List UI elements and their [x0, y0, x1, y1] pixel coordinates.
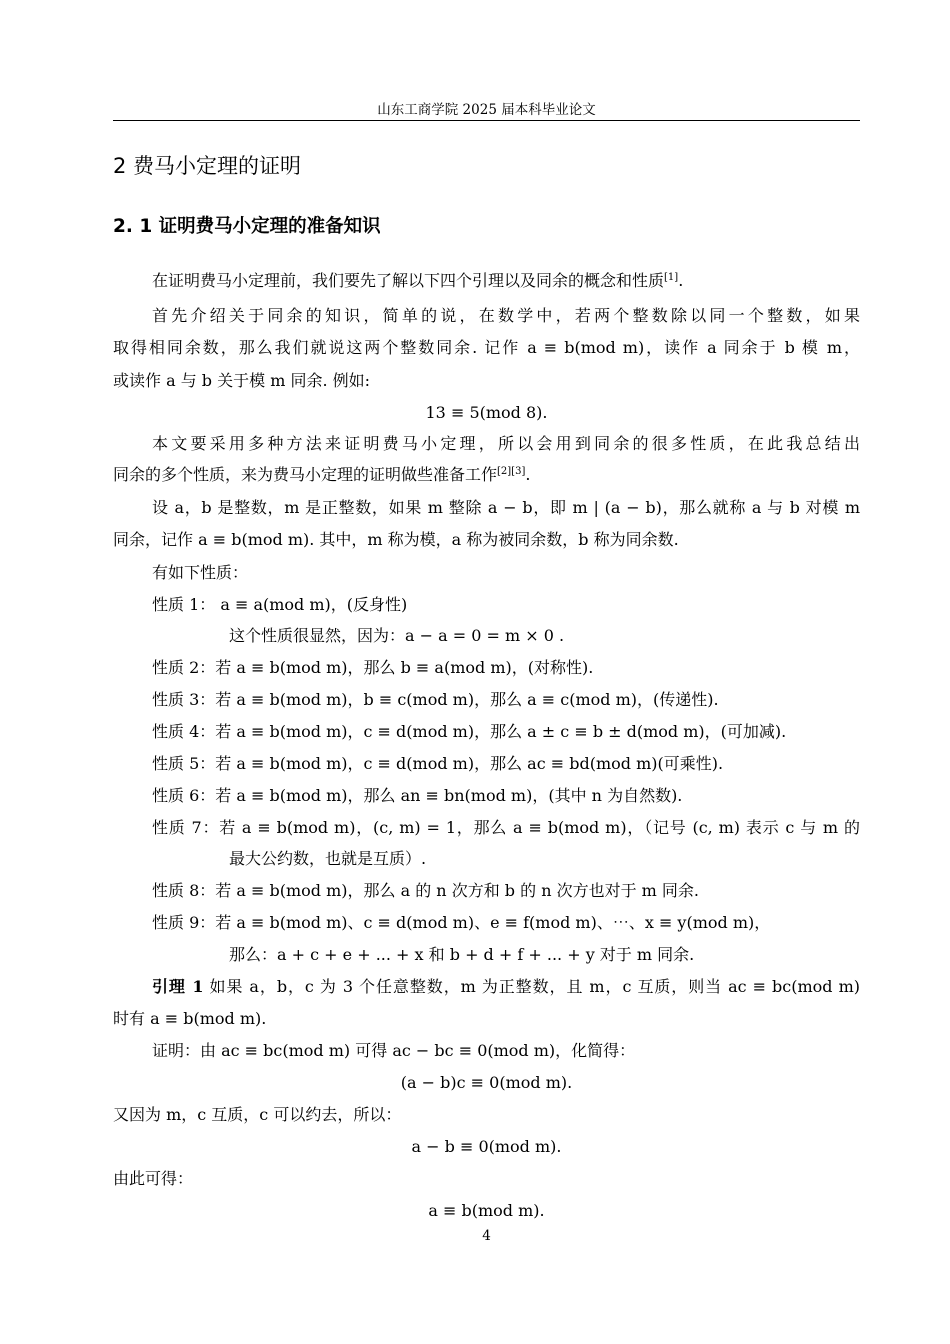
- property-6: 性质 6：若 a ≡ b(mod m)，那么 an ≡ bn(mod m)，(其中 n 为自然数).: [152, 786, 683, 805]
- lemma-1-text: 如果 a，b，c 为 3 个任意整数，m 为正整数，且 m，c 互质，则当 ac ≡ bc(mod m): [209, 977, 860, 996]
- lemma-1-label: 引理 1: [152, 977, 204, 996]
- property-7: 性质 7：若 a ≡ b(mod m)，(c, m) = 1，那么 a ≡ b(mod m)，（记号 (c, m) 表示 c 与 m 的: [152, 818, 860, 837]
- proof-line-2: 又因为 m，c 互质，c 可以约去，所以：: [113, 1105, 402, 1124]
- methods-tail: .: [525, 465, 531, 484]
- intro-tail: .: [678, 271, 684, 290]
- running-header: 山东工商学院 2025 届本科毕业论文: [377, 102, 596, 118]
- proof-formula-2: a − b ≡ 0(mod m).: [411, 1137, 562, 1156]
- section-title: 2. 1 证明费马小定理的准备知识: [113, 216, 381, 237]
- proof-formula-1: (a − b)c ≡ 0(mod m).: [400, 1073, 573, 1092]
- definition-line-2: 同余，记作 a ≡ b(mod m). 其中，m 称为模，a 称为被同余数，b 称为同余数.: [113, 530, 679, 549]
- congruence-line-3: 或读作 a 与 b 关于模 m 同余. 例如:: [113, 371, 371, 390]
- lemma-1-statement-continued: 时有 a ≡ b(mod m).: [113, 1009, 267, 1028]
- property-1-note: 这个性质很显然，因为：a − a = 0 = m × 0 .: [229, 626, 565, 645]
- intro-text: 在证明费马小定理前，我们要先了解以下四个引理以及同余的概念和性质: [152, 271, 665, 290]
- methods-line-1: 本文要采用多种方法来证明费马小定理，所以会用到同余的很多性质，在此我总结出: [152, 434, 860, 453]
- property-8: 性质 8：若 a ≡ b(mod m)，那么 a 的 n 次方和 b 的 n 次方也对于 m 同余.: [152, 881, 700, 900]
- citation: [1]: [664, 272, 679, 283]
- methods-text: 同余的多个性质，来为费马小定理的证明做些准备工作: [113, 465, 498, 484]
- citation: [2][3]: [497, 466, 526, 477]
- property-2: 性质 2：若 a ≡ b(mod m)，那么 b ≡ a(mod m)，(对称性).: [152, 658, 594, 677]
- proof-line-3: 由此可得：: [113, 1169, 194, 1188]
- property-5: 性质 5：若 a ≡ b(mod m)，c ≡ d(mod m)，那么 ac ≡ bd(mod m)(可乘性).: [152, 754, 724, 773]
- proof-formula-3: a ≡ b(mod m).: [428, 1201, 545, 1220]
- intro-paragraph: [152, 270, 683, 292]
- property-7-continued: 最大公约数，也就是互质）.: [229, 849, 427, 868]
- proof-line-1: 证明：由 ac ≡ bc(mod m) 可得 ac − bc ≡ 0(mod m)，化简得：: [152, 1041, 636, 1060]
- page-number: 4: [482, 1228, 491, 1244]
- property-9: 性质 9：若 a ≡ b(mod m)、c ≡ d(mod m)、e ≡ f(mod m)、⋯、x ≡ y(mod m)，: [152, 913, 771, 932]
- methods-line-2: [113, 464, 530, 486]
- property-4: 性质 4：若 a ≡ b(mod m)，c ≡ d(mod m)，那么 a ± c ≡ b ± d(mod m)，(可加减).: [152, 722, 787, 741]
- chapter-title: 2 费马小定理的证明: [113, 154, 302, 178]
- definition-line-1: 设 a，b 是整数，m 是正整数，如果 m 整除 a − b，即 m | (a − b)，那么就称 a 与 b 对模 m: [152, 498, 860, 517]
- property-1: 性质 1： a ≡ a(mod m)，(反身性): [152, 595, 408, 614]
- congruence-line-1: 首先介绍关于同余的知识，简单的说，在数学中，若两个整数除以同一个整数，如果: [152, 306, 860, 325]
- example-formula: 13 ≡ 5(mod 8).: [425, 403, 548, 422]
- header-rule: [113, 120, 860, 121]
- properties-intro: 有如下性质：: [152, 563, 249, 582]
- property-9-continued: 那么：a + c + e + ... + x 和 b + d + f + ... + y 对于 m 同余.: [229, 945, 695, 964]
- lemma-1-statement: [152, 976, 860, 998]
- congruence-line-2: 取得相同余数，那么我们就说这两个整数同余. 记作 a ≡ b(mod m)，读作 a 同余于 b 模 m，: [113, 338, 860, 357]
- property-3: 性质 3：若 a ≡ b(mod m)，b ≡ c(mod m)，那么 a ≡ c(mod m)，(传递性).: [152, 690, 719, 709]
